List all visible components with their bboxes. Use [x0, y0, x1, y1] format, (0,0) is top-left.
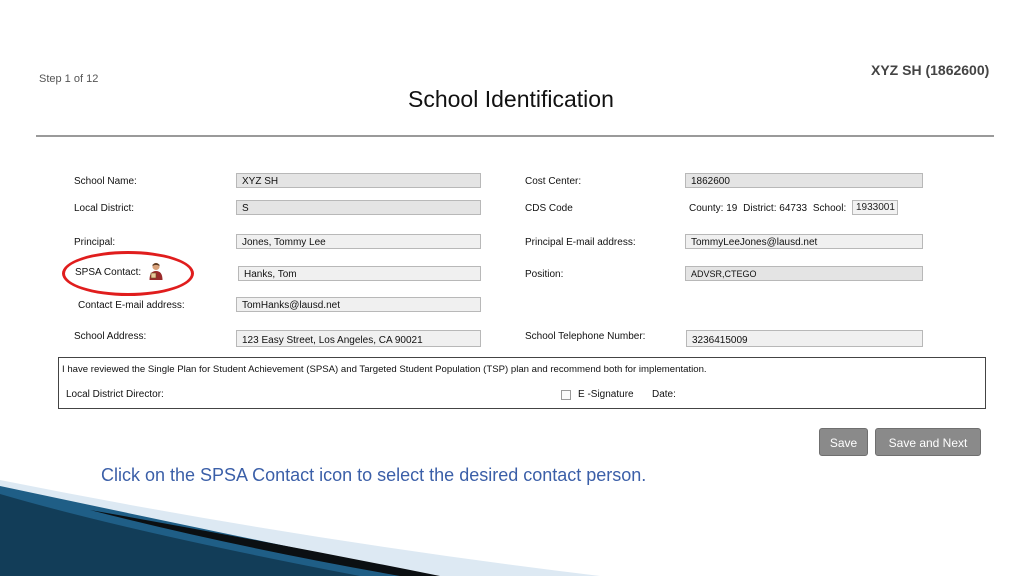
- save-button[interactable]: Save: [819, 428, 868, 456]
- school-label: School:: [812, 203, 847, 214]
- principal-label: Principal:: [74, 237, 116, 248]
- district-label: District:: [743, 203, 777, 214]
- review-statement: I have reviewed the Single Plan for Student Achievement (SPSA) and Targeted Student Population (TSP) plan and recommend both for implementation.: [62, 364, 707, 375]
- position-field[interactable]: ADVSR,CTEGO: [685, 266, 923, 281]
- school-address-field[interactable]: 123 Easy Street, Los Angeles, CA 90021: [236, 330, 481, 347]
- county-value: 19: [726, 203, 738, 214]
- school-name-label: School Name:: [74, 176, 137, 187]
- district-value: 64733: [779, 203, 808, 214]
- contact-email-field[interactable]: TomHanks@lausd.net: [236, 297, 481, 312]
- spsa-contact-field[interactable]: Hanks, Tom: [238, 266, 481, 281]
- local-district-label: Local District:: [74, 203, 135, 214]
- header-divider: [36, 135, 994, 137]
- school-code-field[interactable]: 1933001: [852, 200, 898, 215]
- esignature-checkbox[interactable]: [561, 390, 571, 400]
- cost-center-field[interactable]: 1862600: [685, 173, 923, 188]
- step-indicator: Step 1 of 12: [39, 73, 99, 85]
- cds-code-values: [689, 203, 846, 214]
- page-title: School Identification: [408, 86, 614, 112]
- date-label: Date:: [652, 389, 676, 400]
- school-code: XYZ SH (1862600): [871, 62, 990, 78]
- spsa-contact-label: SPSA Contact:: [75, 267, 142, 278]
- contact-email-label: Contact E-mail address:: [78, 300, 185, 311]
- school-name-field[interactable]: XYZ SH: [236, 173, 481, 188]
- school-address-label: School Address:: [74, 331, 147, 342]
- school-phone-field[interactable]: 3236415009: [686, 330, 923, 347]
- director-label: Local District Director:: [66, 389, 164, 400]
- save-and-next-button[interactable]: Save and Next: [875, 428, 981, 456]
- instruction-caption: Click on the SPSA Contact icon to select the desired contact person.: [101, 465, 647, 485]
- highlight-circle: [62, 251, 194, 296]
- principal-email-label: Principal E-mail address:: [525, 237, 636, 248]
- cds-code-label: CDS Code: [525, 203, 573, 214]
- position-label: Position:: [525, 269, 564, 280]
- principal-email-field[interactable]: TommyLeeJones@lausd.net: [685, 234, 923, 249]
- principal-field[interactable]: Jones, Tommy Lee: [236, 234, 481, 249]
- county-label: County:: [689, 203, 724, 214]
- cost-center-label: Cost Center:: [525, 176, 582, 187]
- esignature-label: E -Signature: [578, 389, 634, 400]
- decorative-swoosh: [0, 480, 1024, 576]
- local-district-field[interactable]: S: [236, 200, 481, 215]
- school-phone-label: School Telephone Number:: [525, 331, 646, 342]
